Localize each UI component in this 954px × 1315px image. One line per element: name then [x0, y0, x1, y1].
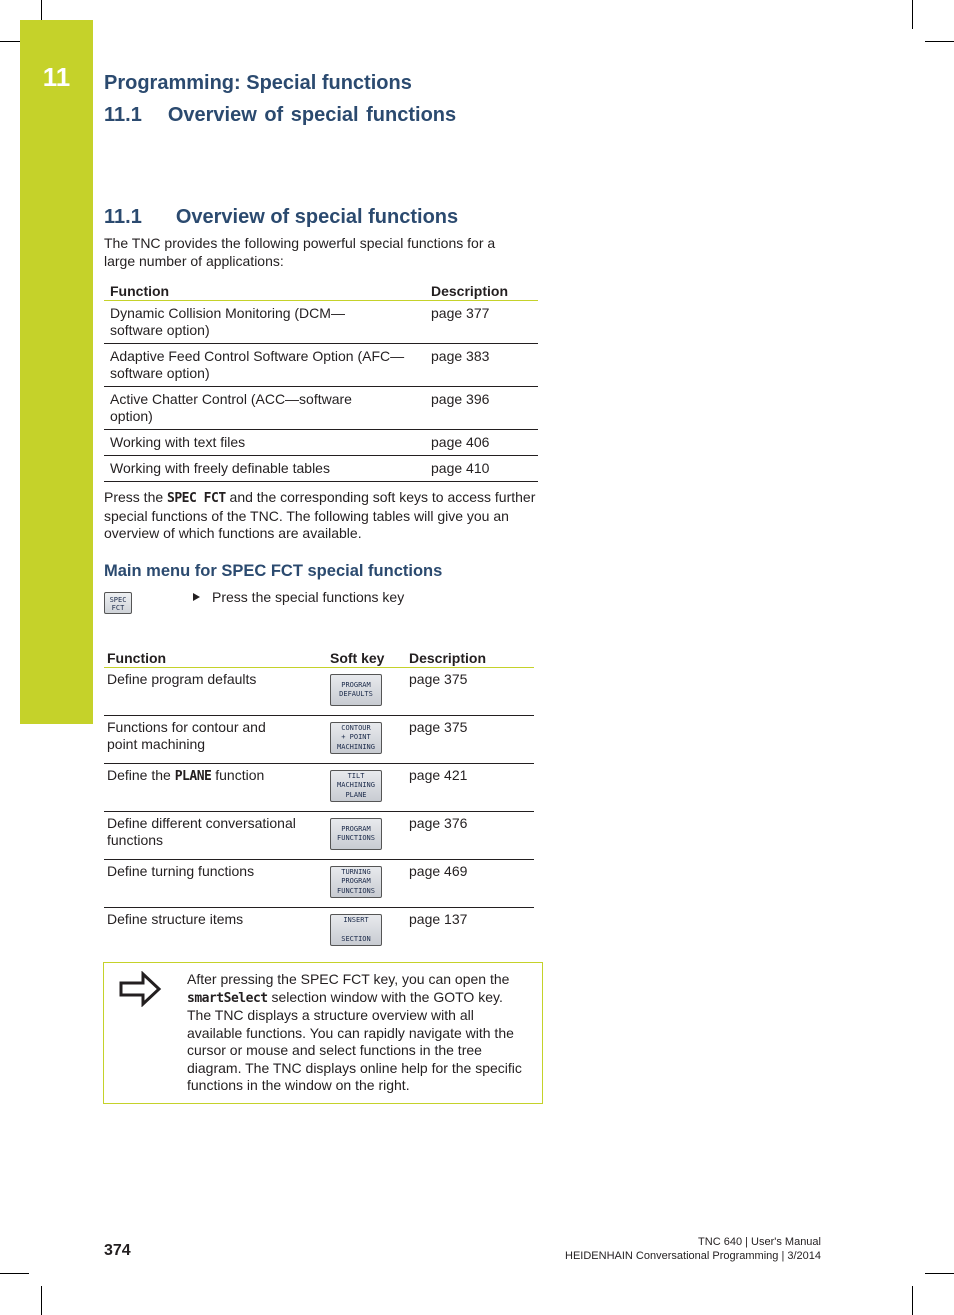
section-title: Overview of special functions: [175, 206, 459, 228]
column-header: Description: [406, 645, 534, 668]
chapter-number: 11: [42, 62, 71, 92]
description-cell: page 377: [425, 301, 538, 344]
crop-mark: [912, 1286, 913, 1315]
softkey-label: DEFAULTS: [339, 690, 373, 698]
softkey-cell: [327, 764, 406, 812]
table-row: [104, 812, 534, 860]
section-number: 11.1: [104, 206, 142, 228]
function-cell: Functions for contour and point machining: [104, 716, 327, 764]
table-row: [104, 456, 538, 482]
softkey-label: PROGRAM: [341, 877, 371, 886]
function-cell: Dynamic Collision Monitoring (DCM—software option): [104, 301, 425, 344]
program-functions-softkey[interactable]: [330, 818, 382, 850]
softkey-label: MACHINING: [337, 781, 375, 790]
table-row: [104, 716, 534, 764]
softkey-label: MACHINING: [337, 742, 375, 751]
crop-mark: [925, 1273, 954, 1274]
turning-program-functions-softkey[interactable]: [330, 866, 382, 898]
page-number: 374: [104, 1242, 131, 1259]
softkey-label: CONTOUR: [341, 723, 371, 732]
function-cell: Define structure items: [107, 911, 244, 927]
table-row: [104, 668, 534, 716]
tilt-machining-plane-softkey[interactable]: [330, 770, 382, 802]
note-arrow-icon: [119, 971, 163, 1012]
softkey-label: FUNCTIONS: [337, 834, 375, 842]
description-cell: page 396: [425, 387, 538, 430]
table-row: [104, 344, 538, 387]
function-text: Define the: [107, 767, 175, 783]
function-cell: Define turning functions: [104, 860, 327, 908]
function-cell: Working with freely definable tables: [104, 456, 425, 482]
description-cell: page 376: [406, 812, 534, 860]
softkey-cell: [327, 908, 406, 956]
softkey-label: INSERT: [343, 915, 369, 924]
crop-mark: [925, 41, 954, 42]
crop-mark: [0, 41, 20, 42]
table-row: [104, 908, 534, 956]
table-row: [104, 301, 538, 344]
running-section-header: [104, 104, 456, 127]
softkey-label: PROGRAM: [341, 824, 371, 833]
chapter-sidebar: [20, 20, 93, 724]
softkey-label: TURNING: [341, 867, 371, 876]
softkey-cell: [327, 668, 406, 716]
crop-mark: [0, 1273, 29, 1274]
description-cell: page 375: [406, 716, 534, 764]
function-cell: Define different conversational functions: [104, 812, 327, 860]
softkey-cell: [327, 716, 406, 764]
description-cell: page 375: [406, 668, 534, 716]
crop-mark: [41, 0, 42, 20]
description-cell: page 410: [425, 456, 538, 482]
column-header: Description: [425, 278, 538, 301]
softkey-cell: [327, 812, 406, 860]
footer-line: HEIDENHAIN Conversational Programming | 3/2014: [565, 1250, 821, 1262]
function-cell: [104, 764, 327, 812]
function-cell: Adaptive Feed Control Software Option (AFC—software option): [104, 344, 425, 387]
insert-section-softkey[interactable]: [330, 914, 382, 946]
footer-line: TNC 640 | User's Manual: [698, 1236, 821, 1248]
key-label: SPEC: [109, 596, 127, 604]
key-name: smartSelect: [187, 990, 268, 1006]
softkey-label: PLANE: [345, 790, 367, 799]
running-section-number: 11.1: [104, 104, 142, 126]
description-cell: page 469: [406, 860, 534, 908]
key-name: SPEC FCT: [167, 491, 226, 506]
intro-paragraph: The TNC provides the following powerful special functions for a large number of applications:: [104, 235, 496, 269]
note-text-part: selection window with the GOTO key. The TNC displays a structure overview with all available functions. You can rapidly navigate with the cursor or mouse and select functions in the tree diagram. The TNC displays online help for the specific functions in the window on the right.: [187, 988, 522, 1093]
section-heading: [104, 206, 458, 229]
key-name: PLANE: [174, 769, 212, 784]
table-row: [104, 387, 538, 430]
softkey-label: FUNCTIONS: [337, 886, 375, 895]
table-header-row: [104, 645, 534, 668]
softkey-label: PROGRAM: [341, 680, 371, 689]
bullet-text: Press the special functions key: [212, 589, 405, 605]
key-label: FCT: [111, 604, 125, 612]
softkey-label: + POINT: [341, 733, 371, 742]
bullet-arrow-icon: [193, 593, 200, 601]
subheading: Main menu for SPEC FCT special functions: [104, 562, 443, 580]
paragraph-text: Press the: [104, 489, 168, 505]
table-row: [104, 430, 538, 456]
contour-point-machining-softkey[interactable]: [330, 722, 382, 754]
note-text-part: After pressing the SPEC FCT key, you can open the: [187, 971, 510, 987]
program-defaults-softkey[interactable]: [330, 674, 382, 706]
column-header: Soft key: [327, 645, 406, 668]
table-header-row: [104, 278, 538, 301]
softkey-label: TILT: [347, 771, 365, 780]
column-header: Function: [104, 645, 327, 668]
description-cell: page 406: [425, 430, 538, 456]
paragraph-text: and the corresponding soft keys to access further special functions of the TNC. The following tables will give you an overview of which functions are available.: [104, 489, 536, 541]
table-row: [104, 764, 534, 812]
spec-fct-menu-table: [104, 645, 534, 955]
special-functions-table: [104, 278, 538, 482]
footer: [565, 1235, 821, 1263]
table-row: [104, 860, 534, 908]
spec-fct-paragraph: [104, 489, 538, 543]
function-cell: Define program defaults: [104, 668, 327, 716]
column-header: Function: [104, 278, 425, 301]
crop-mark: [41, 1286, 42, 1315]
spec-fct-key-icon: [104, 592, 132, 614]
function-text: function: [211, 767, 265, 783]
description-cell: page 421: [406, 764, 534, 812]
chapter-title: Programming: Special functions: [104, 72, 412, 94]
running-section-title: Overview of special functions: [167, 104, 457, 126]
description-cell: page 137: [409, 911, 468, 927]
crop-mark: [912, 0, 913, 29]
function-cell: Working with text files: [104, 430, 425, 456]
softkey-cell: [327, 860, 406, 908]
description-cell: page 383: [425, 344, 538, 387]
function-cell: Active Chatter Control (ACC—software option): [104, 387, 425, 430]
note-text: [187, 971, 527, 1095]
softkey-label: SECTION: [341, 934, 371, 943]
